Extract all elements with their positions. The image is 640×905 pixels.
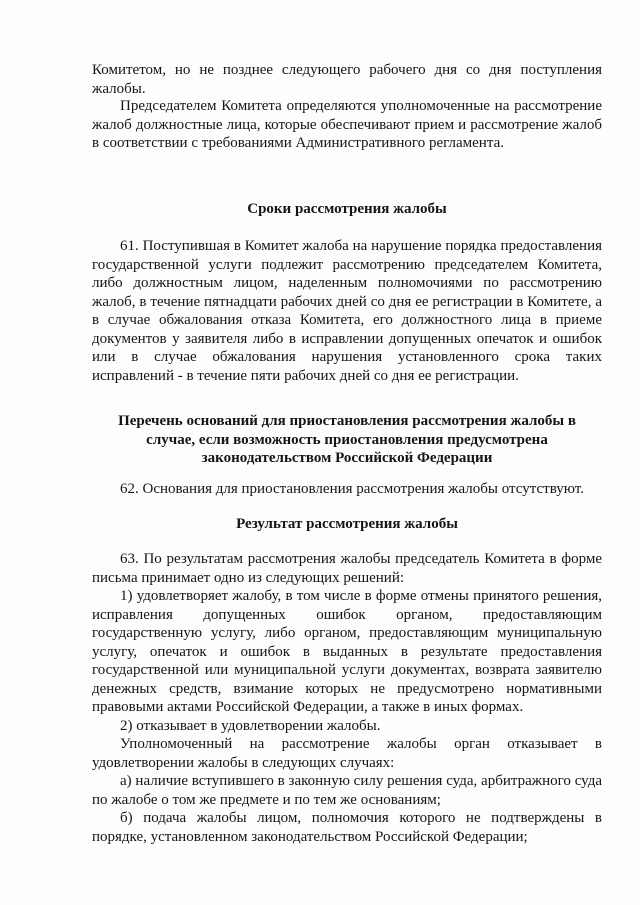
paragraph-63: 63. По результатам рассмотрения жалобы председатель Комитета в форме письма принимает одно из следующих решений: bbox=[92, 551, 602, 586]
paragraph-62: 62. Основания для приостановления рассмотрения жалобы отсутствуют. bbox=[120, 481, 584, 497]
paragraph-b: б) подача жалобы лицом, полномочия которого не подтверждены в порядке, установленном законодательством Российской Федерации; bbox=[92, 810, 602, 845]
heading-terms: Сроки рассмотрения жалобы bbox=[247, 201, 447, 217]
paragraph-61: 61. Поступившая в Комитет жалоба на нарушение порядка предоставления государственной услуги подлежит рассмотрению председателем Комитета, либо должностным лицом, наделенным полномочиями по рассмотрению жалоб, в течение пятнадцати рабочих дней со дня ее регистрации в Комитете, а в случае обжалования отказа Комитета, его должностного лица в приеме документов у заявителя либо в исправлении допущенных опечаток и ошибок или в случае обжалования нарушения установленного срока таких исправлений - в течение пяти рабочих дней со дня ее регистрации. bbox=[92, 238, 602, 384]
heading-result: Результат рассмотрения жалобы bbox=[236, 516, 458, 532]
paragraph-63-2: 2) отказывает в удовлетворении жалобы. bbox=[120, 717, 381, 734]
section-63 bbox=[92, 550, 602, 846]
paragraph-chair: Председателем Комитета определяются уполномоченные на рассмотрение жалоб должностные лица, которые обеспечивают прием и рассмотрение жалоб в соответствии с требованиями Административного регламента. bbox=[92, 98, 602, 151]
paragraph-intro: Комитетом, но не позднее следующего рабочего дня со дня поступления жалобы. bbox=[92, 62, 602, 97]
paragraph-63-1: 1) удовлетворяет жалобу, в том числе в форме отмены принятого решения, исправления допущенных ошибок органом, предоставляющим государственную услугу, либо органом, предоставляющим муниципальную услугу, опечаток и ошибок в выданных в результате предоставления государственной или муниципальной услуги документах, возврата заявителю денежных средств, взимание которых не предусмотрено нормативными правовыми актами Российской Федерации, а также в иных формах. bbox=[92, 588, 602, 715]
heading-suspend: Перечень оснований для приостановления рассмотрения жалобы в случае, если возможность приостановления предусмотрена законодательством Российской Федерации bbox=[118, 413, 576, 466]
paragraph-a: а) наличие вступившего в законную силу решения суда, арбитражного суда по жалобе о том же предмете и по тем же основаниям; bbox=[92, 773, 602, 808]
paragraph-authorized: Уполномоченный на рассмотрение жалобы орган отказывает в удовлетворении жалобы в следующих случаях: bbox=[92, 736, 602, 771]
